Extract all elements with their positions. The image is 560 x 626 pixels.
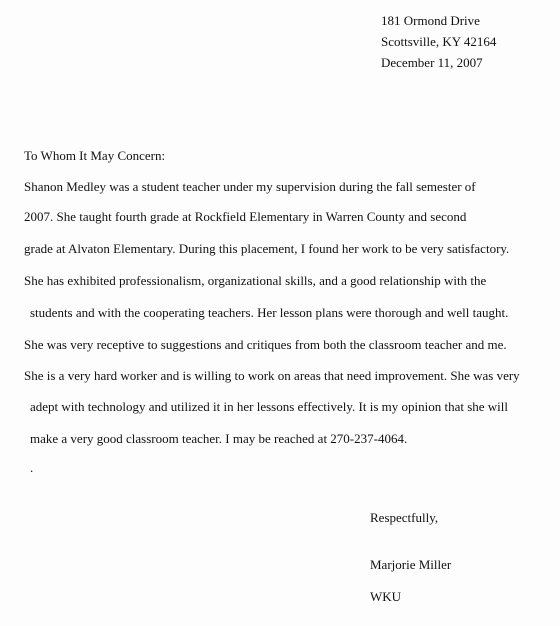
signer-name: Marjorie Miller — [370, 557, 452, 572]
address-street: 181 Ormond Drive — [381, 13, 480, 28]
salutation: To Whom It May Concern: — [24, 148, 166, 163]
address-city: Scottsville, KY 42164 — [381, 34, 497, 49]
body-line: students and with the cooperating teachers. Her lesson plans were thorough and well taught. — [30, 305, 509, 320]
body-line: adept with technology and utilized it in her lessons effectively. It is my opinion that she will — [30, 399, 509, 414]
body-line: 2007. She taught fourth grade at Rockfield Elementary in Warren County and second — [24, 209, 467, 224]
sender-address-block — [381, 10, 496, 73]
body-line: She was very receptive to suggestions and critiques from both the classroom teacher and me. — [24, 337, 507, 352]
body-line: She is a very hard worker and is willing to work on areas that need improvement. She was very — [24, 368, 520, 383]
body-line: grade at Alvaton Elementary. During this placement, I found her work to be very satisfactory. — [24, 241, 510, 256]
body-line: Shanon Medley was a student teacher under my supervision during the fall semester of — [24, 179, 476, 194]
letter-date: December 11, 2007 — [381, 55, 483, 70]
stray-mark: . — [30, 460, 34, 475]
signer-organization: WKU — [370, 589, 402, 604]
body-line: She has exhibited professionalism, organizational skills, and a good relationship with the — [24, 273, 487, 288]
closing: Respectfully, — [370, 510, 439, 525]
body-line: make a very good classroom teacher. I may be reached at 270-237-4064. — [30, 431, 408, 446]
